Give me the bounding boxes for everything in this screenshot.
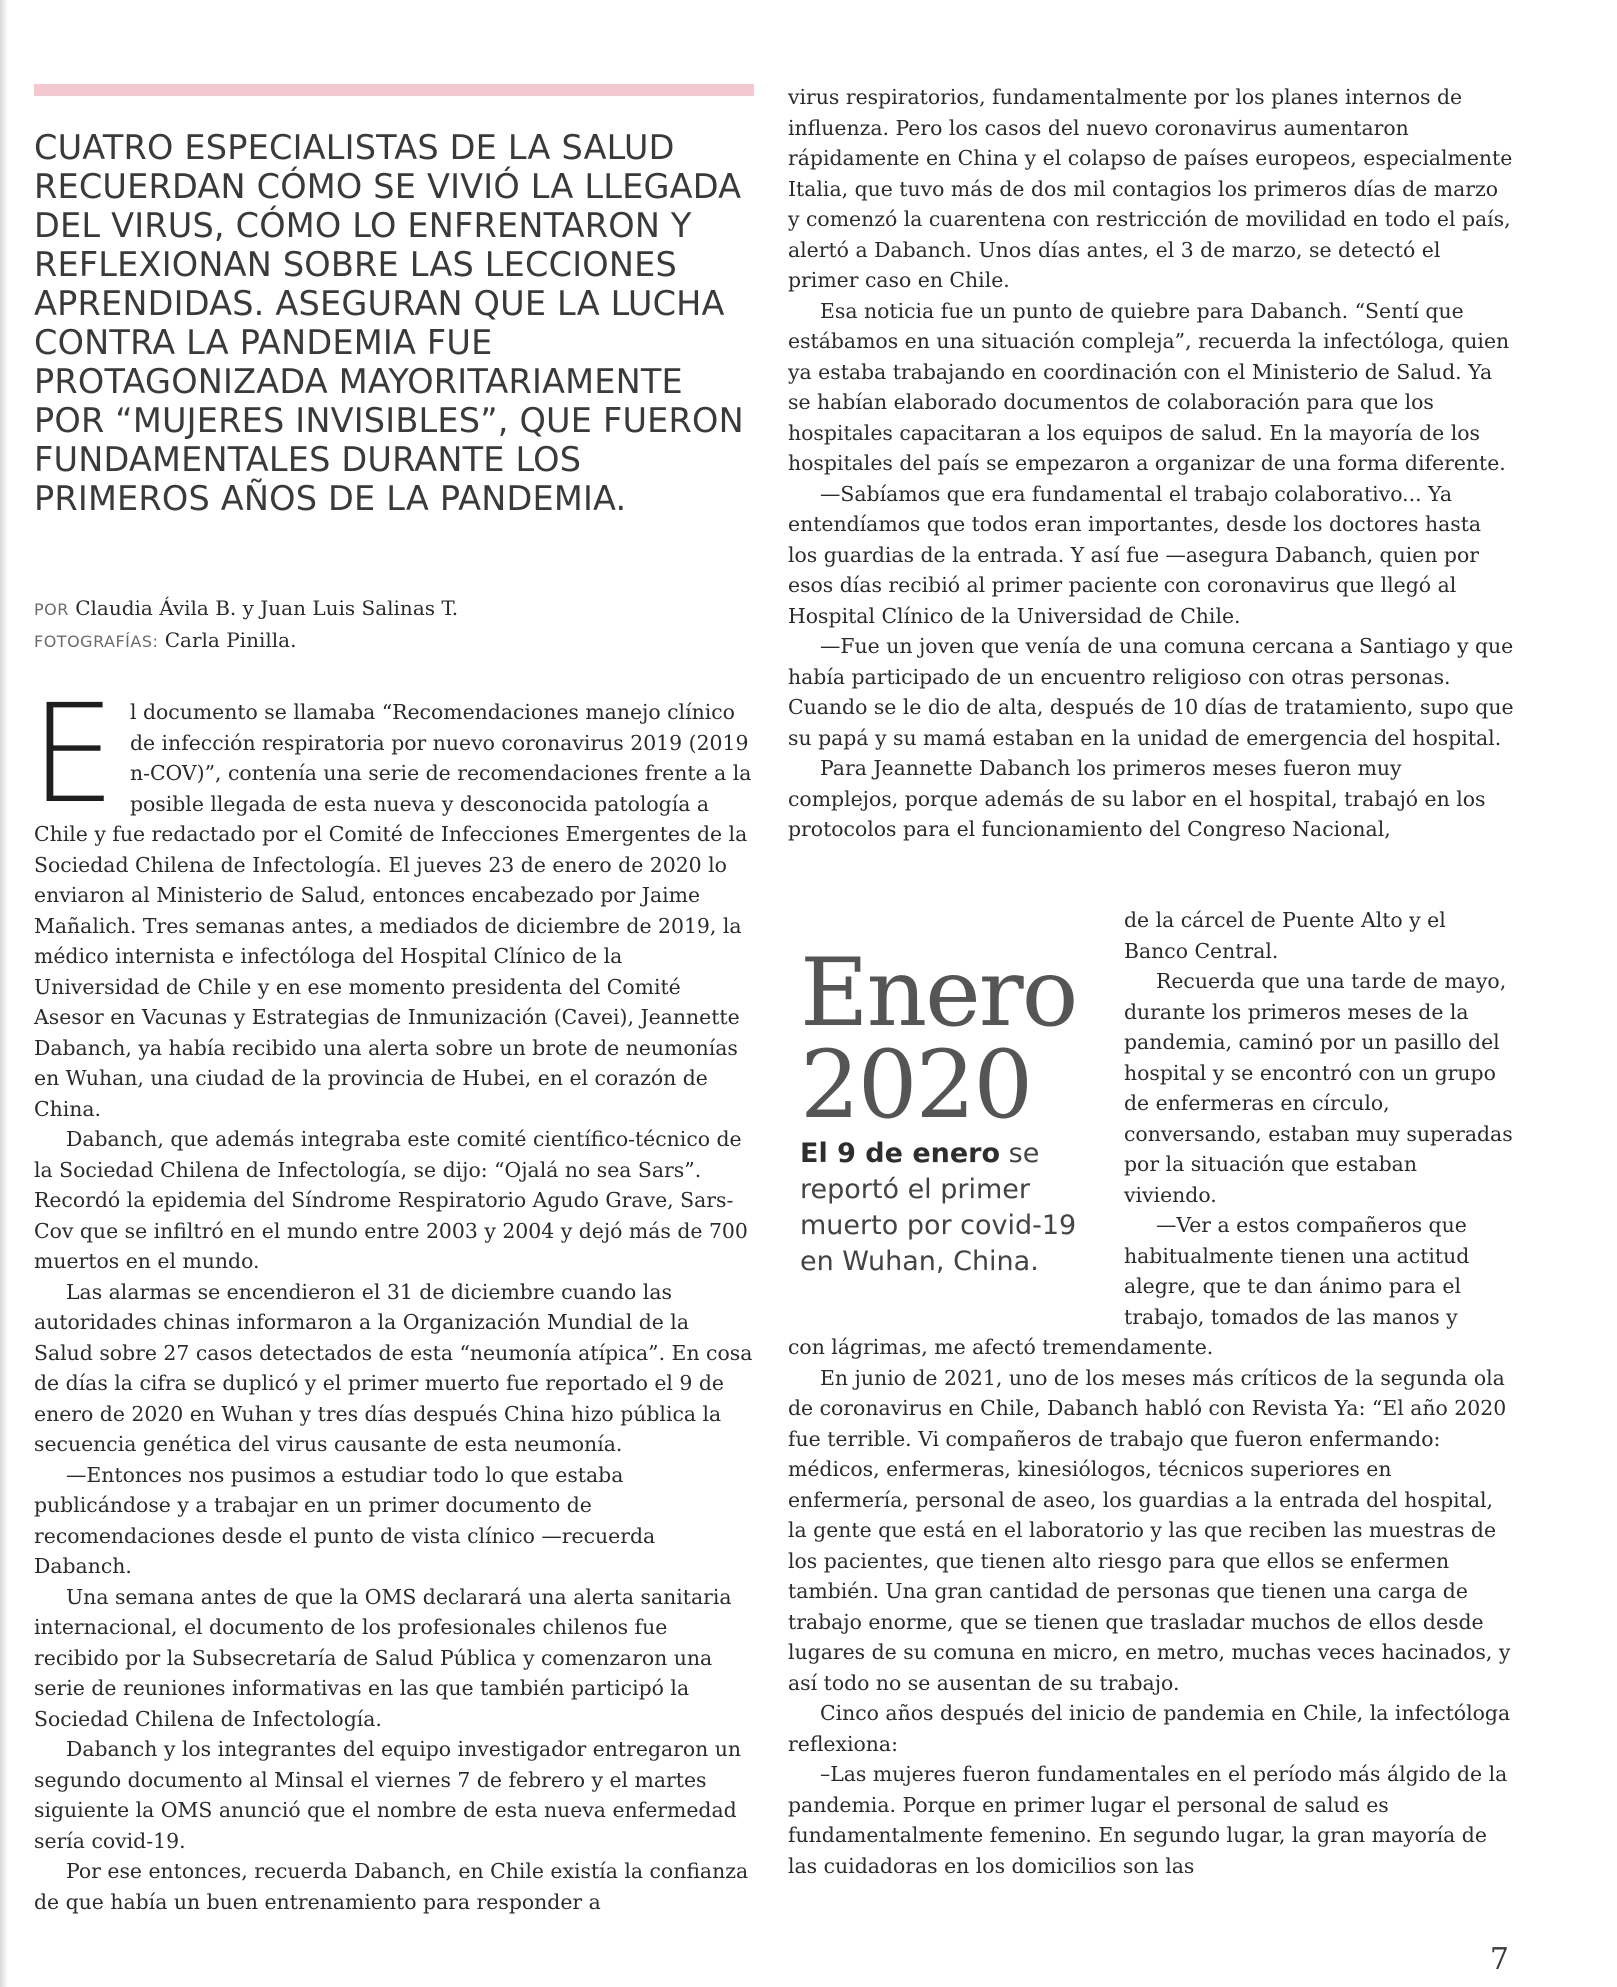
byline-por-label: POR [34,600,69,619]
lead-paragraph [30,676,754,1124]
page-number: 7 [1489,1942,1509,1977]
article-deck: CUATRO ESPECIALISTAS DE LA SALUD RECUERDAN CÓMO SE VIVIÓ LA LLEGADA DEL VIRUS, CÓMO LO ENFRENTARON Y REFLEXIONAN SOBRE LAS LECCIONES APRENDIDAS. ASEGURAN QUE LA LUCHA CONTRA LA PANDEMIA FUE PROTAGONIZADA MAYORITARIAMENTE POR “MUJERES INVISIBLES”, QUE FUERON FUNDAMENTALES DURANTE LOS PRIMEROS AÑOS DE LA PANDEMIA. [34,128,744,518]
body-paragraph: Esa noticia fue un punto de quiebre para Dabanch. “Sentí que estábamos en una situación compleja”, recuerda la infectóloga, quien ya estaba trabajando en coordinación con el Ministerio de Salud. Ya se habían elaborado documentos de colaboración para que los hospitales capacitaran a los equipos de salud. En la mayoría de los hospitales del país se empezaron a organizar de una forma diferente. [788,298,1510,475]
pull-quote-bold: El 9 de enero [800,1138,1001,1169]
body-paragraph: —Sabíamos que era fundamental el trabajo colaborativo... Ya entendíamos que todos eran importantes, desde los doctores hasta los guardias de la entrada. Y así fue —asegura Dabanch, quien por esos días recibió al primer paciente con coronavirus que llegó al Hospital Clínico de la Universidad de Chile. [788,481,1482,628]
pull-quote-year: 2020 [800,1031,1032,1140]
body-line: Banco Central. [1124,938,1279,963]
body-paragraph: Dabanch, que además integraba este comité científico-técnico de la Sociedad Chilena de Infectología, se dijo: “Ojalá no sea Sars”. Recordó la epidemia del Síndrome Respiratorio Agudo Grave, Sars-Cov que se infiltró en el mundo entre 2003 y 2004 y dejó más de 700 muertos en el mundo. [34,1127,748,1273]
body-paragraph: Dabanch y los integrantes del equipo investigador entregaron un segundo documento al Minsal el viernes 7 de febrero y el martes siguiente la OMS anunció que el nombre de esta nueva enfermedad sería covid-19. [34,1737,742,1853]
accent-bar [34,84,754,96]
lead-text: l documento se llamaba “Recomendaciones manejo clínico de infección respiratoria por nuevo coronavirus 2019 (2019 n-COV)”, contenía una serie de recomendaciones frente a la posible llegada de esta nueva y desconocida patología a Chile y fue redactado por el Comité de Infecciones Emergentes de la Sociedad Chilena de Infectología. El jueves 23 de enero de 2020 lo enviaron al Ministerio de Salud, entonces encabezado por Jaime Mañalich. Tres semanas antes, a mediados de diciembre de 2019, la médico internista e infectóloga del Hospital Clínico de la Universidad de Chile y en ese momento presidenta del Comité Asesor en Vacunas y Estrategias de Inmunización (Cavei), Jeannette Dabanch, ya había recibido una alerta sobre un brote de neumonías en Wuhan, una ciudad de la provincia de Hubei, en el corazón de China. [34,700,752,1121]
body-paragraph: En junio de 2021, uno de los meses más críticos de la segunda ola de coronavirus en Chile, Dabanch habló con Revista Ya: “El año 2020 fue terrible. Vi compañeros de trabajo que fueron enfermando: médicos, enfermeras, kinesiólogos, técnicos superiores en enfermería, personal de aseo, los guardias a la entrada del hospital, la gente que está en el laboratorio y las que reciben las muestras de los pacientes, que tienen alto riesgo para que ellos se enfermen también. Una gran cantidad de personas que tienen una carga de trabajo enorme, que se tienen que trasladar muchos de ellos desde lugares de su comuna en micro, en metro, muchas veces hacinados, y así todo no se ausentan de su trabajo. [788,1365,1511,1695]
body-paragraph: —Entonces nos pusimos a estudiar todo lo que estaba publicándose y a trabajar en un primer documento de recomendaciones desde el punto de vista clínico —recuerda Dabanch. [34,1462,656,1578]
body-paragraph: Por ese entonces, recuerda Dabanch, en Chile existía la confianza de que había un buen entrenamiento para responder a [34,1859,749,1914]
body-line: de la cárcel de Puente Alto y el [1124,908,1446,932]
pull-quote [800,939,1100,1280]
pull-quote-text [800,1136,1100,1280]
right-column-wrap [1124,905,1514,1332]
body-paragraph: —Fue un joven que venía de una comuna cercana a Santiago y que había participado de un encuentro religioso con otras personas. Cuando se le dio de alta, después de 10 días de tratamiento, supo que su papá y su mamá estaban en la unidad de emergencia del hospital. [788,634,1514,750]
right-column-top [788,82,1514,845]
pull-quote-month: Enero [800,939,1077,1048]
body-paragraph: –Las mujeres fueron fundamentales en el período más álgido de la pandemia. Porque en primer lugar el personal de salud es fundamentalmente femenino. En segundo lugar, la gran mayoría de las cuidadoras en los domicilios son las [788,1762,1508,1878]
body-paragraph: con lágrimas, me afectó tremendamente. [788,1335,1214,1359]
drop-cap: E [30,676,116,834]
body-paragraph: Recuerda que una tarde de mayo, durante los primeros meses de la pandemia, caminó por un pasillo del hospital y se encontró con un grupo de enfermeras en círculo, conversando, estaban muy superadas por la situación que estaban viviendo. [1124,969,1513,1207]
pull-quote-rest: se reportó el primer muerto por covid-19 en Wuhan, China. [800,1138,1077,1277]
body-paragraph: Cinco años después del inicio de pandemia en Chile, la infectóloga reflexiona: [788,1701,1511,1756]
left-column [30,676,754,1917]
right-column-bottom [788,1332,1514,1881]
body-paragraph: —Ver a estos compañeros que habitualmente tienen una actitud alegre, que te dan ánimo para el trabajo, tomados de las manos y [1124,1213,1470,1329]
byline-photo-label: FOTOGRAFÍAS: [34,632,159,651]
body-paragraph: Las alarmas se encendieron el 31 de diciembre cuando las autoridades chinas informaron a la Organización Mundial de la Salud sobre 27 casos detectados de esta “neumonía atípica”. En cosa de días la cifra se duplicó y el primer muerto fue reportado el 9 de enero de 2020 en Wuhan y tres días después China hizo pública la secuencia genética del virus causante de esta neumonía. [34,1279,753,1456]
byline-authors [34,594,754,624]
page-edge-shadow [0,0,8,1987]
body-paragraph: virus respiratorios, fundamentalmente por los planes internos de influenza. Pero los casos del nuevo coronavirus aumentaron rápidamente en China y el colapso de países europeos, especialmente Italia, que tuvo más de dos mil contagios los primeros días de marzo y comenzó la cuarentena con restricción de movilidad en todo el país, alertó a Dabanch. Unos días antes, el 3 de marzo, se detectó el primer caso en Chile. [788,85,1513,292]
byline-photos [34,626,754,656]
body-paragraph: Para Jeannette Dabanch los primeros meses fueron muy complejos, porque además de su labor en el hospital, trabajó en los protocolos para el funcionamiento del Congreso Nacional, [788,756,1486,841]
byline-author-names: Claudia Ávila B. y Juan Luis Salinas T. [75,596,459,620]
byline-photographer: Carla Pinilla. [164,628,297,652]
body-paragraph: Una semana antes de que la OMS declarará una alerta sanitaria internacional, el documento de los profesionales chilenos fue recibido por la Subsecretaría de Salud Pública y comenzaron una serie de reuniones informativas en las que también participó la Sociedad Chilena de Infectología. [34,1584,732,1731]
